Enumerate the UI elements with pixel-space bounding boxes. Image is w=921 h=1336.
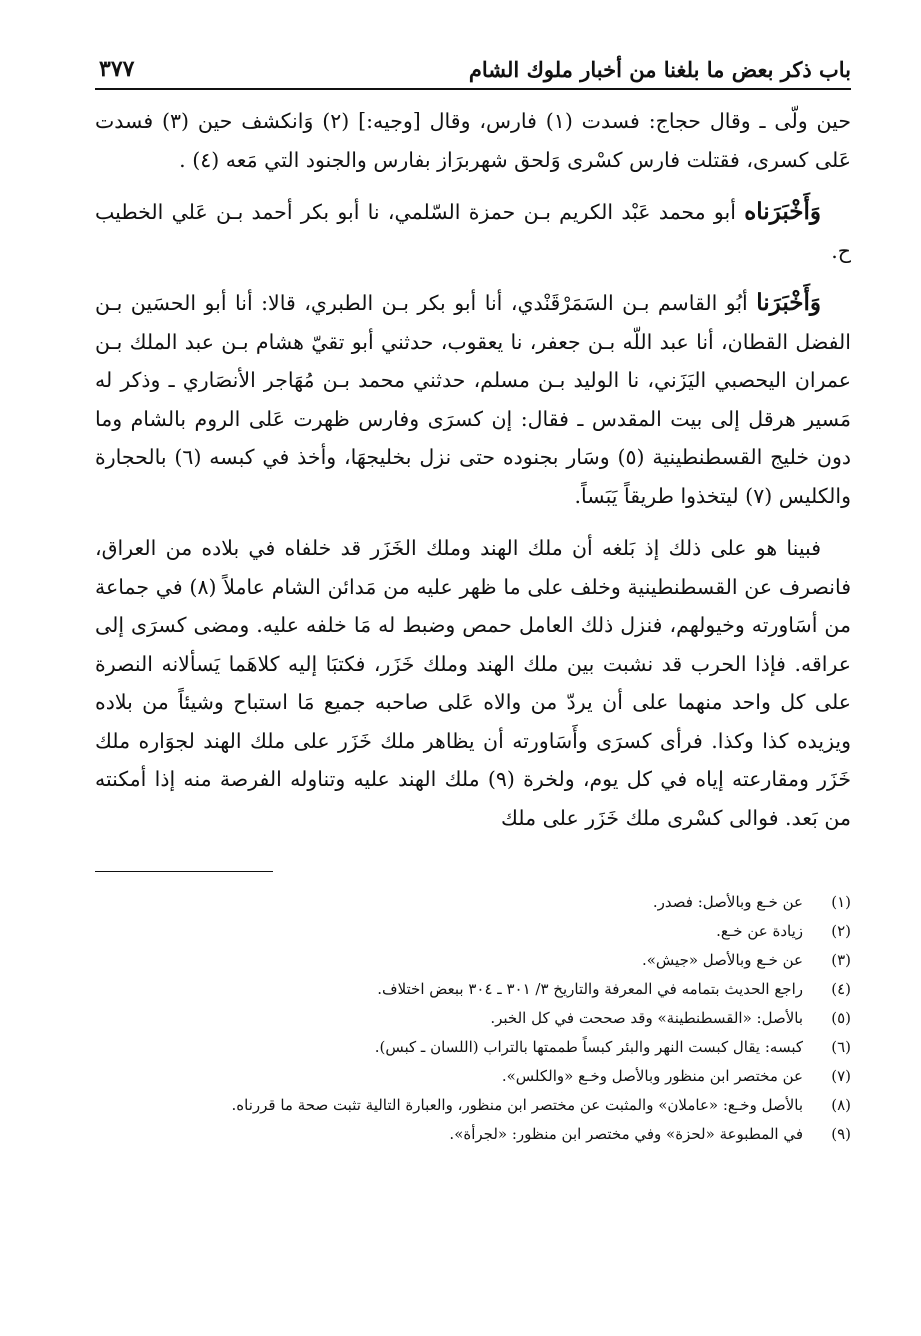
paragraph-lead-word: وَأَخْبَرَناه <box>744 198 821 225</box>
footnote-text: زيادة عن خـع. <box>716 922 803 940</box>
footnotes-list <box>95 888 851 1149</box>
book-page <box>95 40 851 1310</box>
footnote-text: راجع الحديث بتمامه في المعرفة والتاريخ ٣/ ٣٠١ ـ ٣٠٤ ببعض اختلاف. <box>377 980 803 998</box>
footnote-number: (٢) <box>831 922 851 940</box>
footnote-text: عن مختصر ابن منظور وبالأصل وخـع «والكلس». <box>501 1067 803 1085</box>
paragraph-text: فبينا هو على ذلك إذ بَلغه أن ملك الهند وملك الخَزَر قد خلفاه في بلاده من العراق، فانصرف عن القسطنطينية وخلف على ما ظهر عليه من مَدائن الشام عاملاً (٨) في جماعة من أسَاورته وخيولهم، فنزل ذلك العامل حمص وضبط له مَا خلفه عليه. ومضى كسرَى إلى عراقه. فإذا الحرب قد نشبت بين ملك الهند وملك خَزَر، فكتبَا إليه كلاهَما يَسألانه النصرة على كل واحد منهما على أن يردّ من والاه عَلى صاحبه جميع مَا استباح وشيئاً من بلاده ويزيده كذا وكذا. فرأى كسرَى وأَسَاورته أن يظاهر ملك خَزَر على ملك الهند لجوَاره ملك خَزَر ومقارعته إياه في كل يوم، ولخرة (٩) ملك الهند عليه وتناوله الفرصة منه إذا أمكنته من بَعد. فوالى كسْرى ملك خَزَر على ملك <box>95 536 851 830</box>
footnote <box>95 1033 851 1062</box>
page-header <box>95 40 851 90</box>
paragraph-text: أبو محمد عَبْد الكريم بـن حمزة السّلمي، نا أبو بكر أحمد بـن عَلي الخطيب ح. <box>95 200 851 263</box>
paragraph <box>95 102 851 179</box>
paragraph <box>95 193 851 270</box>
running-title: باب ذكر بعض ما بلغنا من أخبار ملوك الشام <box>468 57 851 82</box>
main-text <box>95 102 851 837</box>
footnote-number: (٣) <box>831 951 851 969</box>
footnote-text: بالأصل وخـع: «عاملان» والمثبت عن مختصر ابن منظور، والعبارة التالية تثبت صحة ما قررناه. <box>231 1096 803 1114</box>
footnote <box>95 1091 851 1120</box>
footnote <box>95 1062 851 1091</box>
footnote-text: بالأصل: «القسطنطينة» وقد صححت في كل الخبر. <box>490 1009 803 1027</box>
footnote-separator <box>95 871 273 872</box>
footnote-number: (٦) <box>831 1038 851 1056</box>
page-number: ٣٧٧ <box>99 56 135 82</box>
footnote-number: (٩) <box>831 1125 851 1143</box>
footnote <box>95 917 851 946</box>
footnote <box>95 1120 851 1149</box>
footnote-text: في المطبوعة «لحزة» وفي مختصر ابن منظور: «لجرأة». <box>449 1125 803 1143</box>
footnote-text: عن خـع وبالأصل «جيش». <box>641 951 803 969</box>
paragraph-lead-word: وَأَخْبَرَنا <box>756 289 821 316</box>
footnote <box>95 888 851 917</box>
footnote-text: كبسه: يقال كبست النهر والبئر كبساً طممتها بالتراب (اللسان ـ كبس). <box>374 1038 803 1056</box>
footnote-number: (٧) <box>831 1067 851 1085</box>
paragraph <box>95 284 851 515</box>
footnote-number: (٨) <box>831 1096 851 1114</box>
footnote-number: (١) <box>831 893 851 911</box>
footnote-number: (٥) <box>831 1009 851 1027</box>
paragraph-text: أبُو القاسم بـن السَمَرْقَنْدي، أنا أبو بكر بـن الطبري، قالا: أنا أبو الحسَين بـن الفضل القطان، أنا عبد اللّه بـن جعفر، نا يعقوب، حدثني أبو تقيّ هشام بـن عبد الملك بـن عمران اليحصبي اليَزَني، نا الوليد بـن مسلم، حدثني محمد بـن مُهَاجر الأنصَاري ـ وذكر له مَسير هرقل إلى بيت المقدس ـ فقال: إن كسرَى وفارس ظهرت عَلى الروم بالشام وما دون خليج القسطنطينية (٥) وسَار بجنوده حتى نزل بخليجهَا، وأخذ في كبسه (٦) بالحجارة والكليس (٧) ليتخذوا طريقاً يَبَساً. <box>95 291 851 508</box>
paragraph-text: حين ولّى ـ وقال حجاج: فسدت (١) فارس، وقال [وجيه:] (٢) وَانكشف حين (٣) فسدت عَلى كسرى، فقتلت فارس كسْرى وَلحق شهربرَاز بفارس والجنود التي مَعه (٤) . <box>95 109 851 172</box>
footnote-text: عن خـع وبالأصل: فصدر. <box>652 893 803 911</box>
footnote <box>95 975 851 1004</box>
footnote <box>95 946 851 975</box>
paragraph <box>95 529 851 837</box>
footnote <box>95 1004 851 1033</box>
footnote-number: (٤) <box>831 980 851 998</box>
